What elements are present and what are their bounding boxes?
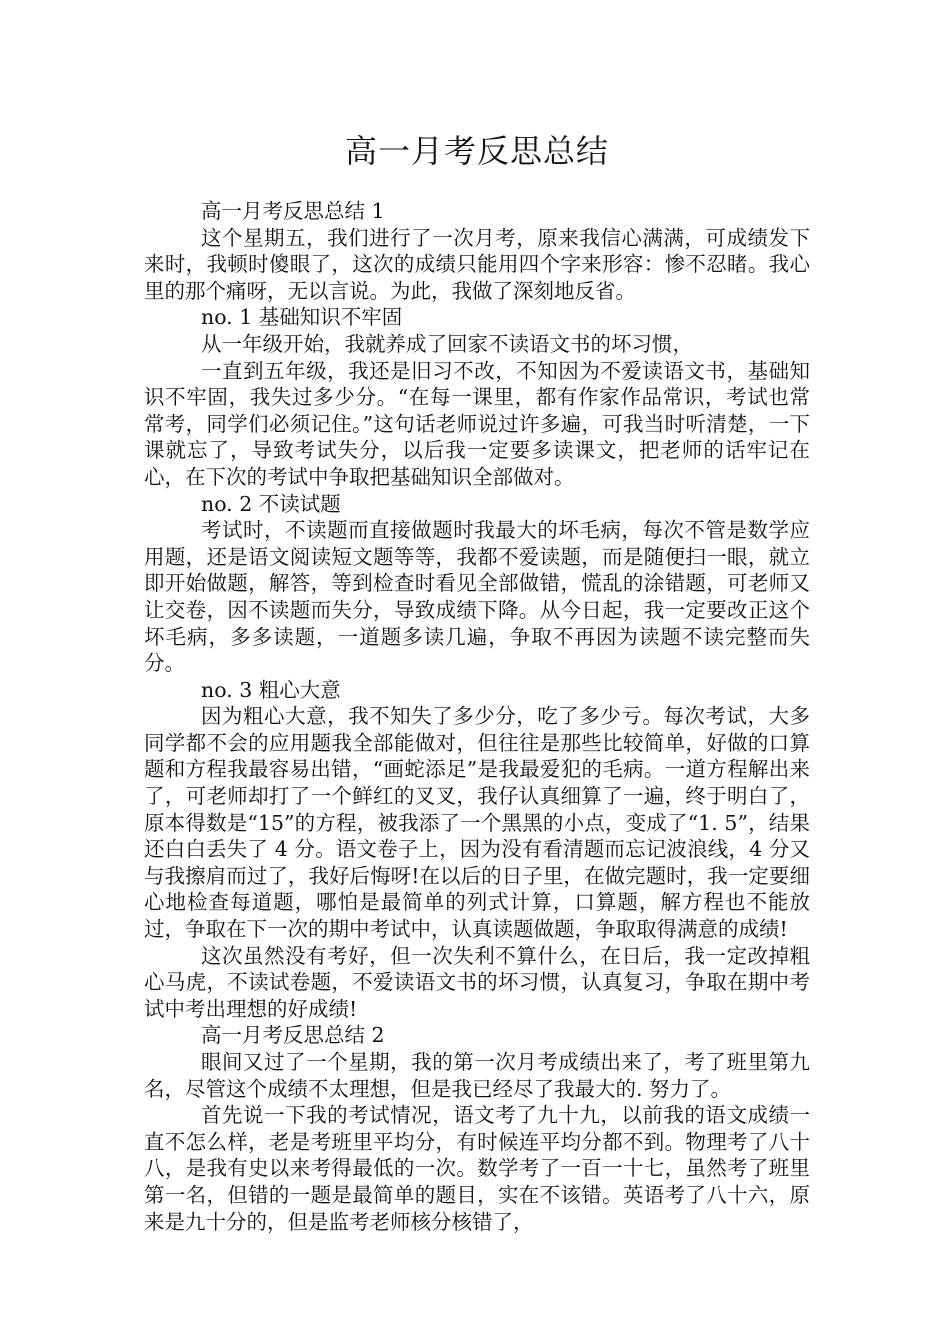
paragraph: 从一年级开始，我就养成了回家不读语文书的坏习惯，: [201, 331, 693, 356]
paragraph: 一直到五年级，我还是旧习不改，不知因为不爱读语文书，基础知识不牢固，我失过多少分。“在每一课里，都有作家作品常识，考试也常常考，同学们必须记住。”这句话老师说过许多遍，可我当时听清楚，一下课就忘了，导致考试失分，以后我一定要多读课文，把老师的话牢记在心，在下次的考试中争取把基础知识全部做对。: [144, 358, 810, 489]
paragraph: 眼间又过了一个星期，我的第一次月考成绩出来了，考了班里第九名，尽管这个成绩不太理想，但是我已经尽了我最大的. 努力了。: [144, 1050, 810, 1101]
section-heading: no. 1 基础知识不牢固: [201, 305, 403, 330]
section-heading: 高一月考反思总结 1: [201, 199, 385, 223]
paragraph: 因为粗心大意，我不知失了多少分，吃了多少亏。每次考试，大多同学都不会的应用题我全部能做对，但往往是那些比较简单，好做的口算题和方程我最容易出错，“画蛇添足”是我最爱犯的毛病。一道方程解出来了，可老师却打了一个鲜红的叉叉，我仔认真细算了一遍，终于明白了，原本得数是“15”的方程，被我添了一个黑黑的小点，变成了“1. 5”，结果还白白丢失了 4 分。语文卷子上，因为没有看清题而忘记波浪线，4 分又与我擦肩而过了，我好后悔呀!在以后的日子里，在做完题时，我一定要细心地检查每道题，哪怕是最简单的列式计算，口算题，解方程也不能放过，争取在下一次的期中考试中，认真读题做题，争取取得满意的成绩!: [144, 704, 810, 942]
paragraph: 这个星期五，我们进行了一次月考，原来我信心满满，可成绩发下来时，我顿时傻眼了，这次的成绩只能用四个字来形容：惨不忍睹。我心里的那个痛呀，无以言说。为此，我做了深刻地反省。: [144, 225, 810, 303]
paragraph: 这次虽然没有考好，但一次失利不算什么，在日后，我一定改掉粗心马虎，不读试卷题，不爱读语文书的坏习惯，认真复习，争取在期中考试中考出理想的好成绩!: [144, 943, 810, 1021]
document-body: [144, 198, 810, 1235]
section-heading: no. 3 粗心大意: [201, 677, 341, 702]
section-heading: no. 2 不读试题: [201, 491, 341, 516]
section-heading: 高一月考反思总结 2: [201, 1023, 385, 1048]
paragraph: 首先说一下我的考试情况，语文考了九十九，以前我的语文成绩一直不怎么样，老是考班里平均分，有时候连平均分都不到。物理考了八十八，是我有史以来考得最低的一次。数学考了一百一十七，虽然考了班里第一名，但错的一题是最简单的题目，实在不该错。英语考了八十六，原来是九十分的，但是监考老师核分核错了，: [144, 1103, 810, 1234]
document-title: 高一月考反思总结: [344, 132, 609, 170]
paragraph: 考试时，不读题而直接做题时我最大的坏毛病，每次不管是数学应用题，还是语文阅读短文题等等，我都不爱读题，而是随便扫一眼，就立即开始做题，解答，等到检查时看见全部做错，慌乱的涂错题，可老师又让交卷，因不读题而失分，导致成绩下降。从今日起，我一定要改正这个坏毛病，多多读题，一道题多读几遍，争取不再因为读题不读完整而失分。: [144, 518, 810, 676]
